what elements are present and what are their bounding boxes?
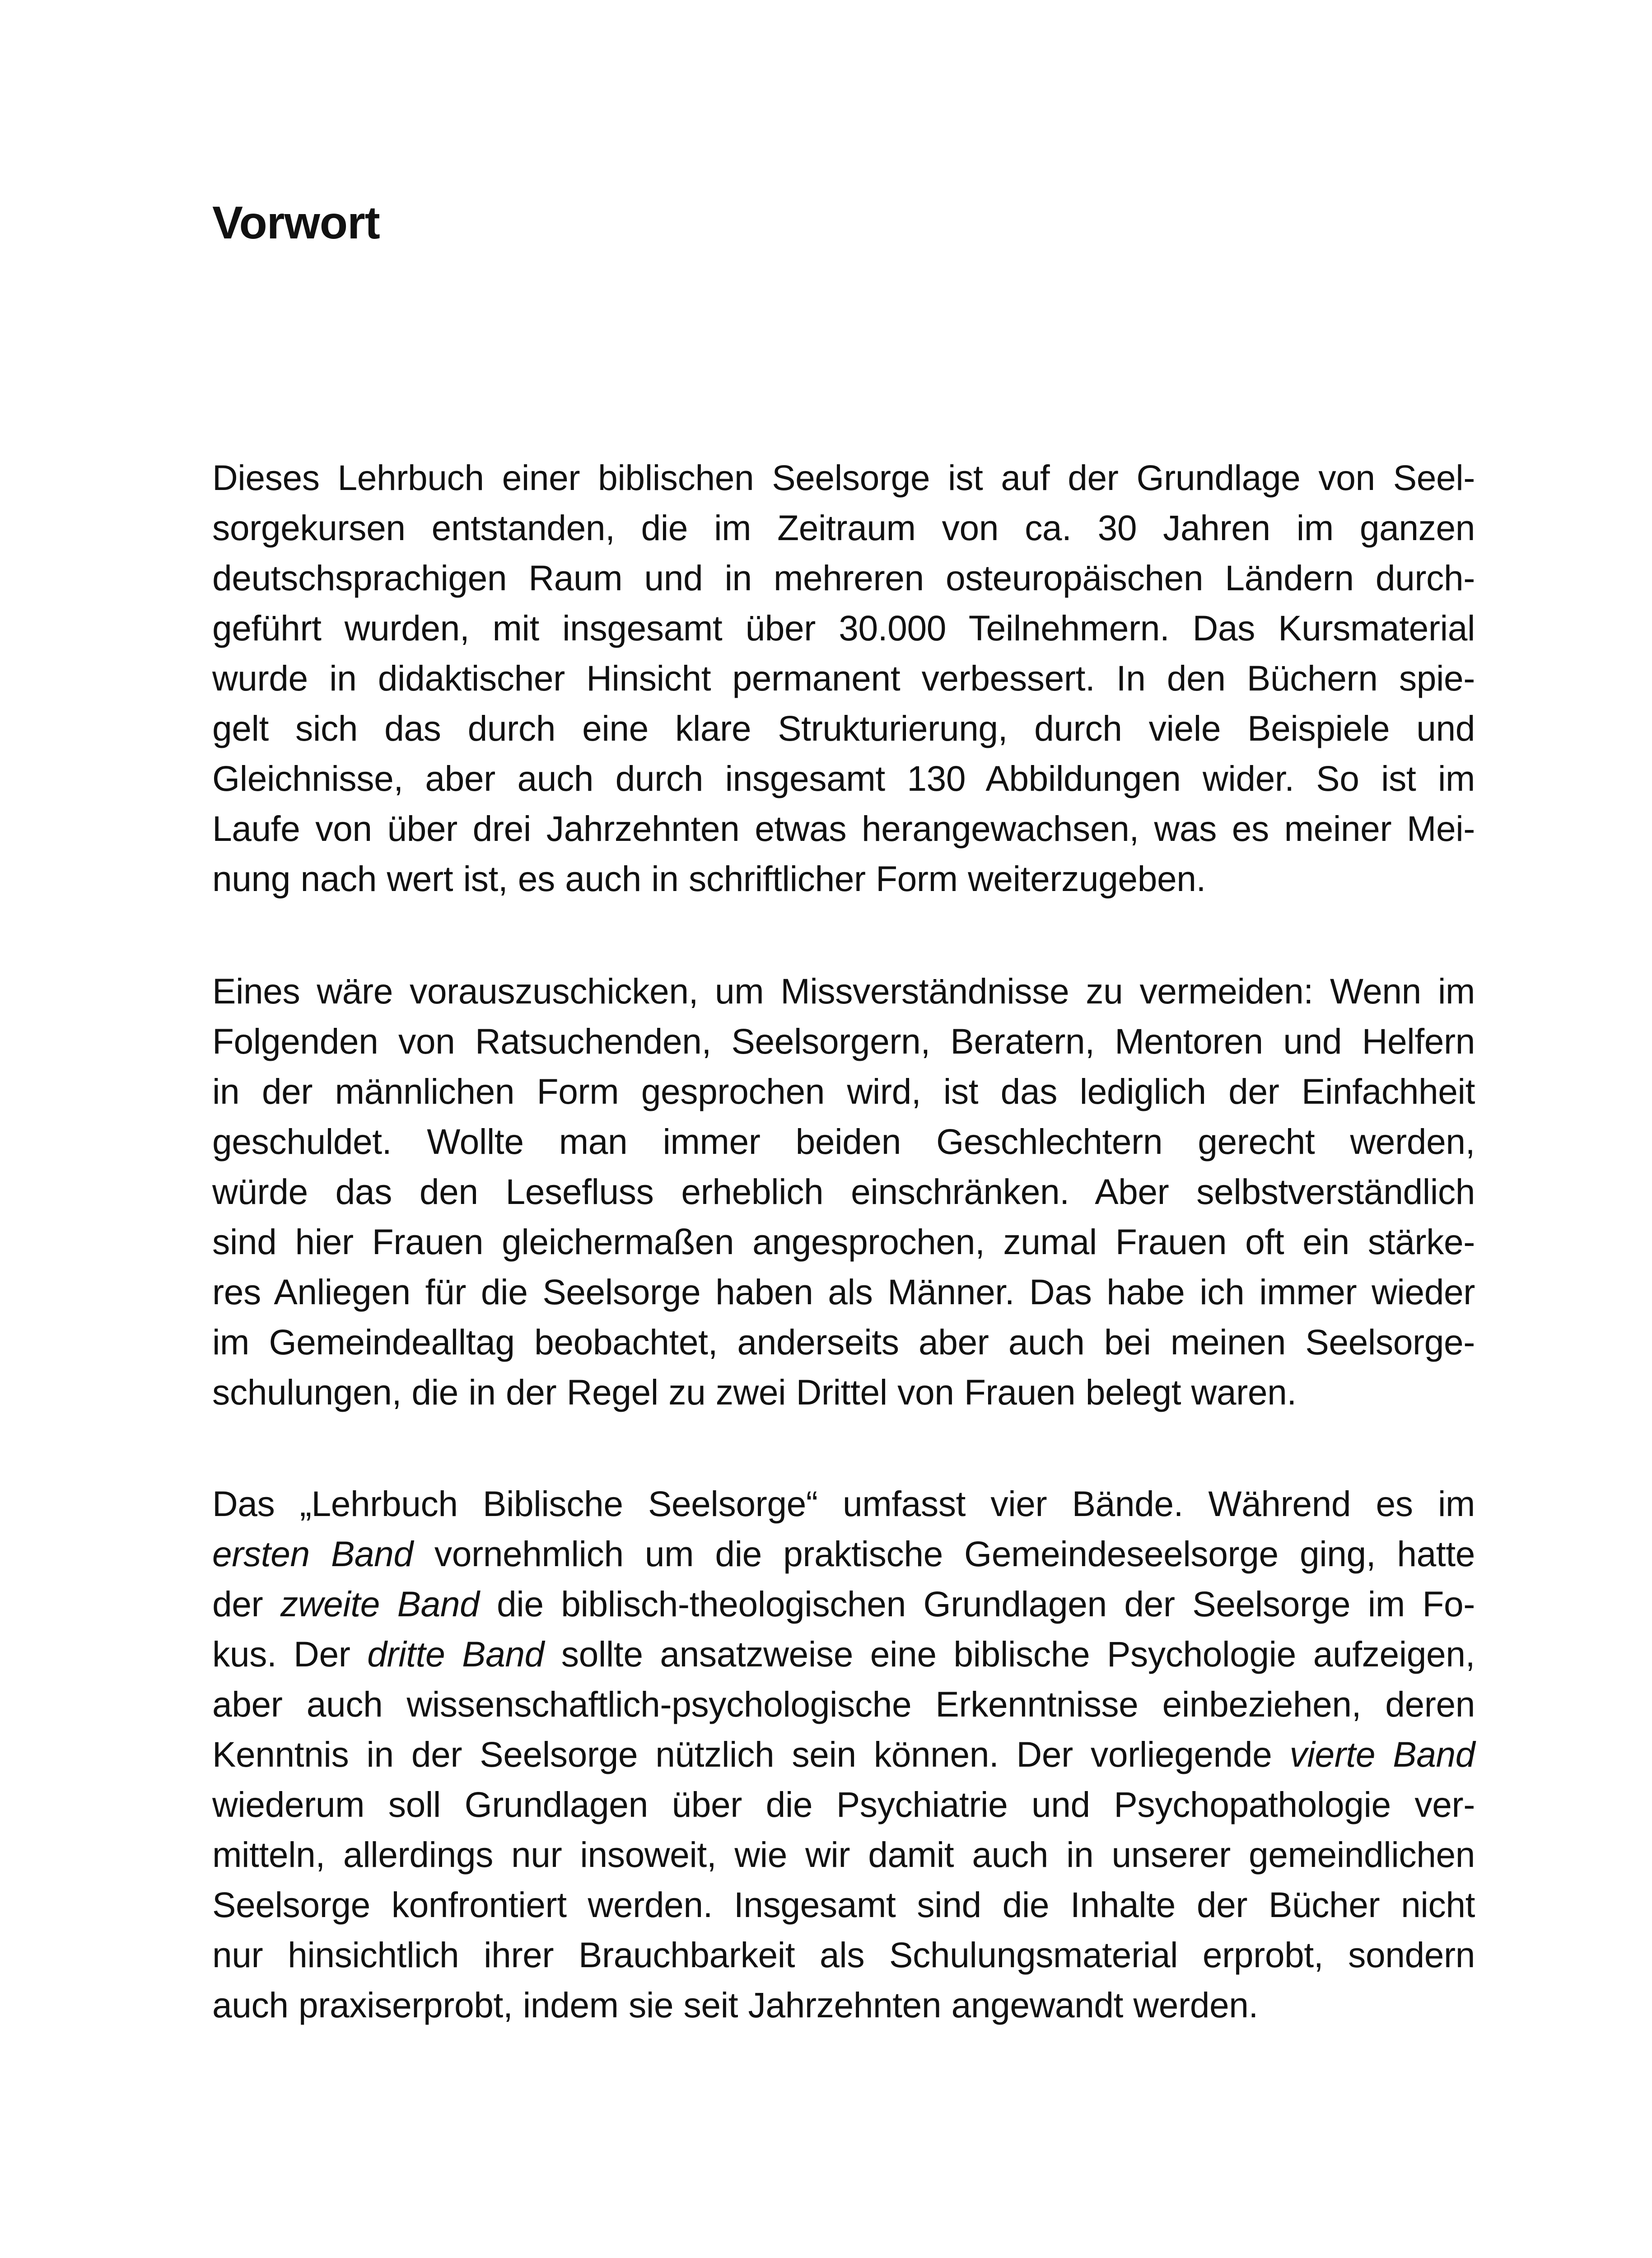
text-line: schulungen, die in der Regel zu zwei Drittel von Frauen belegt waren. [212, 1372, 1297, 1412]
text-line: res Anliegen für die Seelsorge haben als Männer. Das habe ich immer wieder [212, 1272, 1475, 1312]
paragraph-3 [212, 1479, 1475, 2030]
text-line: Dieses Lehrbuch einer biblischen Seelsorge ist auf der Grundlage von Seel- [212, 458, 1475, 498]
text-line: Seelsorge konfrontiert werden. Insgesamt sind die Inhalte der Bücher nicht [212, 1885, 1475, 1925]
italic-term: vierte Band [1289, 1735, 1475, 1774]
text-line: Eines wäre vorauszuschicken, um Missverständnisse zu vermeiden: Wenn im [212, 971, 1475, 1011]
italic-term: dritte Band [367, 1634, 544, 1674]
text-line: Das „Lehrbuch Biblische Seelsorge“ umfasst vier Bände. Während es im [212, 1484, 1475, 1524]
text-line: würde das den Lesefluss erheblich einschränken. Aber selbstverständlich [212, 1172, 1475, 1212]
text-run: die biblisch-theologischen Grundlagen der Seelsorge im Fo- [479, 1584, 1475, 1624]
text-line: in der männlichen Form gesprochen wird, ist das lediglich der Einfachheit [212, 1072, 1475, 1111]
text-run: der [212, 1584, 280, 1624]
text-line: Folgenden von Ratsuchenden, Seelsorgern, Beratern, Mentoren und Helfern [212, 1022, 1475, 1061]
text-line: sind hier Frauen gleichermaßen angesprochen, zumal Frauen oft ein stärke- [212, 1222, 1475, 1262]
text-run: vornehmlich um die praktische Gemeindeseelsorge ging, hatte [413, 1534, 1475, 1574]
text-line: nur hinsichtlich ihrer Brauchbarkeit als Schulungsmaterial erprobt, sondern [212, 1935, 1475, 1975]
text-line: wiederum soll Grundlagen über die Psychiatrie und Psychopathologie ver- [212, 1785, 1475, 1824]
text-line [212, 1730, 1475, 1780]
text-line: Gleichnisse, aber auch durch insgesamt 130 Abbildungen wider. So ist im [212, 759, 1475, 798]
italic-term: ersten Band [212, 1534, 413, 1574]
paragraph-1 [212, 453, 1475, 904]
text-line: sorgekursen entstanden, die im Zeitraum von ca. 30 Jahren im ganzen [212, 508, 1475, 548]
text-line: im Gemeindealltag beobachtet, anderseits aber auch bei meinen Seelsorge- [212, 1322, 1475, 1362]
text-line [212, 1629, 1475, 1680]
paragraph-2 [212, 966, 1475, 1418]
text-line: geschuldet. Wollte man immer beiden Geschlechtern gerecht werden, [212, 1122, 1475, 1162]
text-line: deutschsprachigen Raum und in mehreren osteuropäischen Ländern durch- [212, 558, 1475, 598]
text-line [212, 1529, 1475, 1579]
text-line: auch praxiserprobt, indem sie seit Jahrzehnten angewandt werden. [212, 1985, 1258, 2025]
text-line: geführt wurden, mit insgesamt über 30.000 Teilnehmern. Das Kursmaterial [212, 608, 1475, 648]
text-line: aber auch wissenschaftlich-psychologische Erkenntnisse einbeziehen, deren [212, 1684, 1475, 1724]
text-line [212, 1579, 1475, 1629]
text-run: sollte ansatzweise eine biblische Psychologie aufzeigen, [544, 1634, 1475, 1674]
italic-term: zweite Band [280, 1584, 480, 1624]
text-line: nung nach wert ist, es auch in schriftlicher Form weiterzugeben. [212, 859, 1206, 899]
text-line: Laufe von über drei Jahrzehnten etwas herangewachsen, was es meiner Mei- [212, 809, 1475, 849]
page-title: Vorwort [212, 197, 380, 248]
text-line: gelt sich das durch eine klare Strukturierung, durch viele Beispiele und [212, 709, 1475, 748]
text-line: mitteln, allerdings nur insoweit, wie wir damit auch in unserer gemeindlichen [212, 1835, 1475, 1875]
text-run: Kenntnis in der Seelsorge nützlich sein können. Der vorliegende [212, 1735, 1290, 1774]
text-line: wurde in didaktischer Hinsicht permanent verbessert. In den Büchern spie- [212, 658, 1475, 698]
text-run: kus. Der [212, 1634, 368, 1674]
